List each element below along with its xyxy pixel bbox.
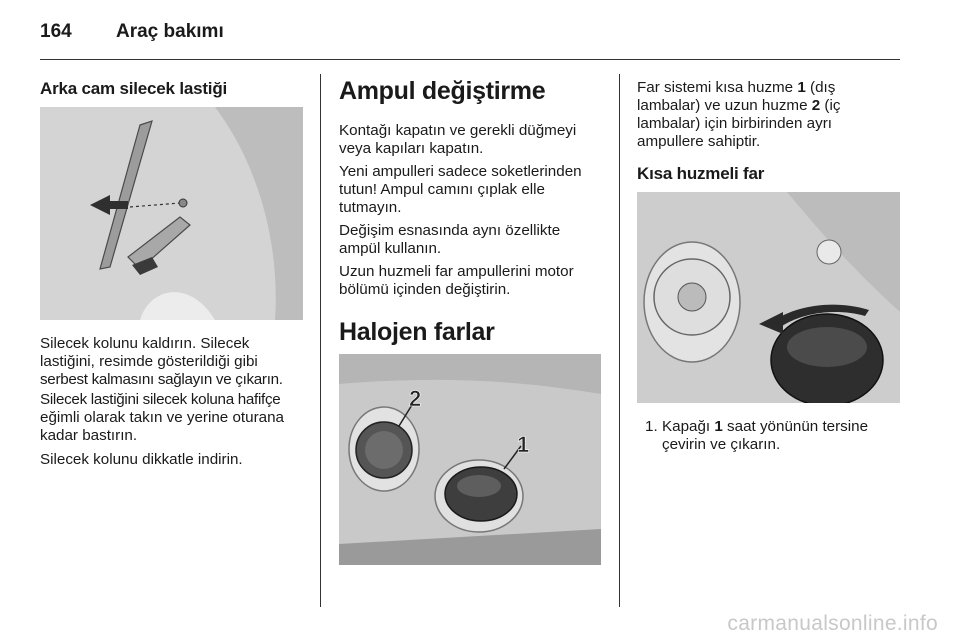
text-span: (dış bbox=[805, 79, 836, 96]
text-line bbox=[637, 97, 907, 115]
text-span: Kapağı bbox=[662, 418, 715, 435]
step-1-text bbox=[662, 418, 902, 454]
ref-number: 2 bbox=[811, 97, 821, 114]
text-line: tutun! Ampul camını çıplak elle bbox=[339, 181, 545, 198]
ref-number: 1 bbox=[714, 418, 723, 435]
column-divider-right bbox=[619, 74, 620, 607]
text-line: veya kapıları kapatın. bbox=[339, 140, 484, 157]
text-line: tutmayın. bbox=[339, 199, 402, 216]
bulb-paragraph-2 bbox=[339, 163, 609, 217]
text-line: Silecek kolunu dikkatle indirin. bbox=[40, 451, 243, 468]
text-line bbox=[637, 79, 907, 97]
intro-paragraph bbox=[637, 79, 907, 151]
ref-number: 1 bbox=[797, 79, 806, 96]
bulb-replacement-heading: Ampul değiştirme bbox=[339, 77, 546, 105]
halogen-headlight-figure bbox=[339, 354, 601, 565]
text-line: lambalar) için birbirinden ayrı bbox=[637, 115, 832, 132]
text-span: Far sistemi kısa huzme bbox=[637, 79, 798, 96]
text-line: Uzun huzmeli far ampullerini motor bbox=[339, 263, 574, 280]
low-beam-figure bbox=[637, 192, 900, 403]
wiper-blade-heading: Arka cam silecek lastiği bbox=[40, 79, 228, 98]
header-divider bbox=[40, 59, 900, 60]
text-line: ampullere sahiptir. bbox=[637, 133, 761, 150]
wiper-blade-paragraph-2 bbox=[40, 391, 310, 445]
callout-2: 2 bbox=[409, 386, 422, 411]
text-line: Değişim esnasında aynı özellikte bbox=[339, 222, 561, 239]
wiper-blade-figure bbox=[40, 107, 303, 320]
bulb-paragraph-1 bbox=[339, 122, 609, 158]
text-line: eğimli olarak takın ve yerine oturana bbox=[40, 409, 284, 426]
callout-1: 1 bbox=[517, 432, 530, 457]
text-line: Silecek lastiğini silecek koluna hafifçe bbox=[40, 391, 281, 408]
step-1-number: 1. bbox=[645, 418, 658, 435]
bulb-paragraph-3 bbox=[339, 222, 609, 258]
wiper-blade-paragraph-1 bbox=[40, 335, 310, 389]
text-line: bölümü içinden değiştirin. bbox=[339, 281, 511, 298]
chapter-title: Araç bakımı bbox=[116, 21, 224, 42]
text-line: Silecek kolunu kaldırın. Silecek bbox=[40, 335, 250, 352]
halogen-headlights-heading: Halojen farlar bbox=[339, 318, 495, 346]
text-line bbox=[662, 418, 902, 436]
bulb-paragraph-4 bbox=[339, 263, 609, 299]
text-line: serbest kalmasını sağlayın ve çıkarın. bbox=[40, 371, 283, 388]
text-span: (iç bbox=[820, 97, 841, 114]
low-beam-heading: Kısa huzmeli far bbox=[637, 164, 765, 183]
page-number: 164 bbox=[40, 21, 72, 42]
wiper-blade-paragraph-3 bbox=[40, 451, 310, 469]
text-line: Yeni ampulleri sadece soketlerinden bbox=[339, 163, 582, 180]
text-line: kadar bastırın. bbox=[40, 427, 138, 444]
text-line: ampül kullanın. bbox=[339, 240, 442, 257]
text-line: çevirin ve çıkarın. bbox=[662, 436, 781, 453]
text-line: Kontağı kapatın ve gerekli düğmeyi bbox=[339, 122, 577, 139]
text-span: lambalar) ve uzun huzme bbox=[637, 97, 812, 114]
text-line: lastiğini, resimde gösterildiği gibi bbox=[40, 353, 258, 370]
column-divider-left bbox=[320, 74, 321, 607]
watermark: carmanualsonline.info bbox=[727, 612, 938, 635]
text-span: saat yönünün tersine bbox=[722, 418, 869, 435]
